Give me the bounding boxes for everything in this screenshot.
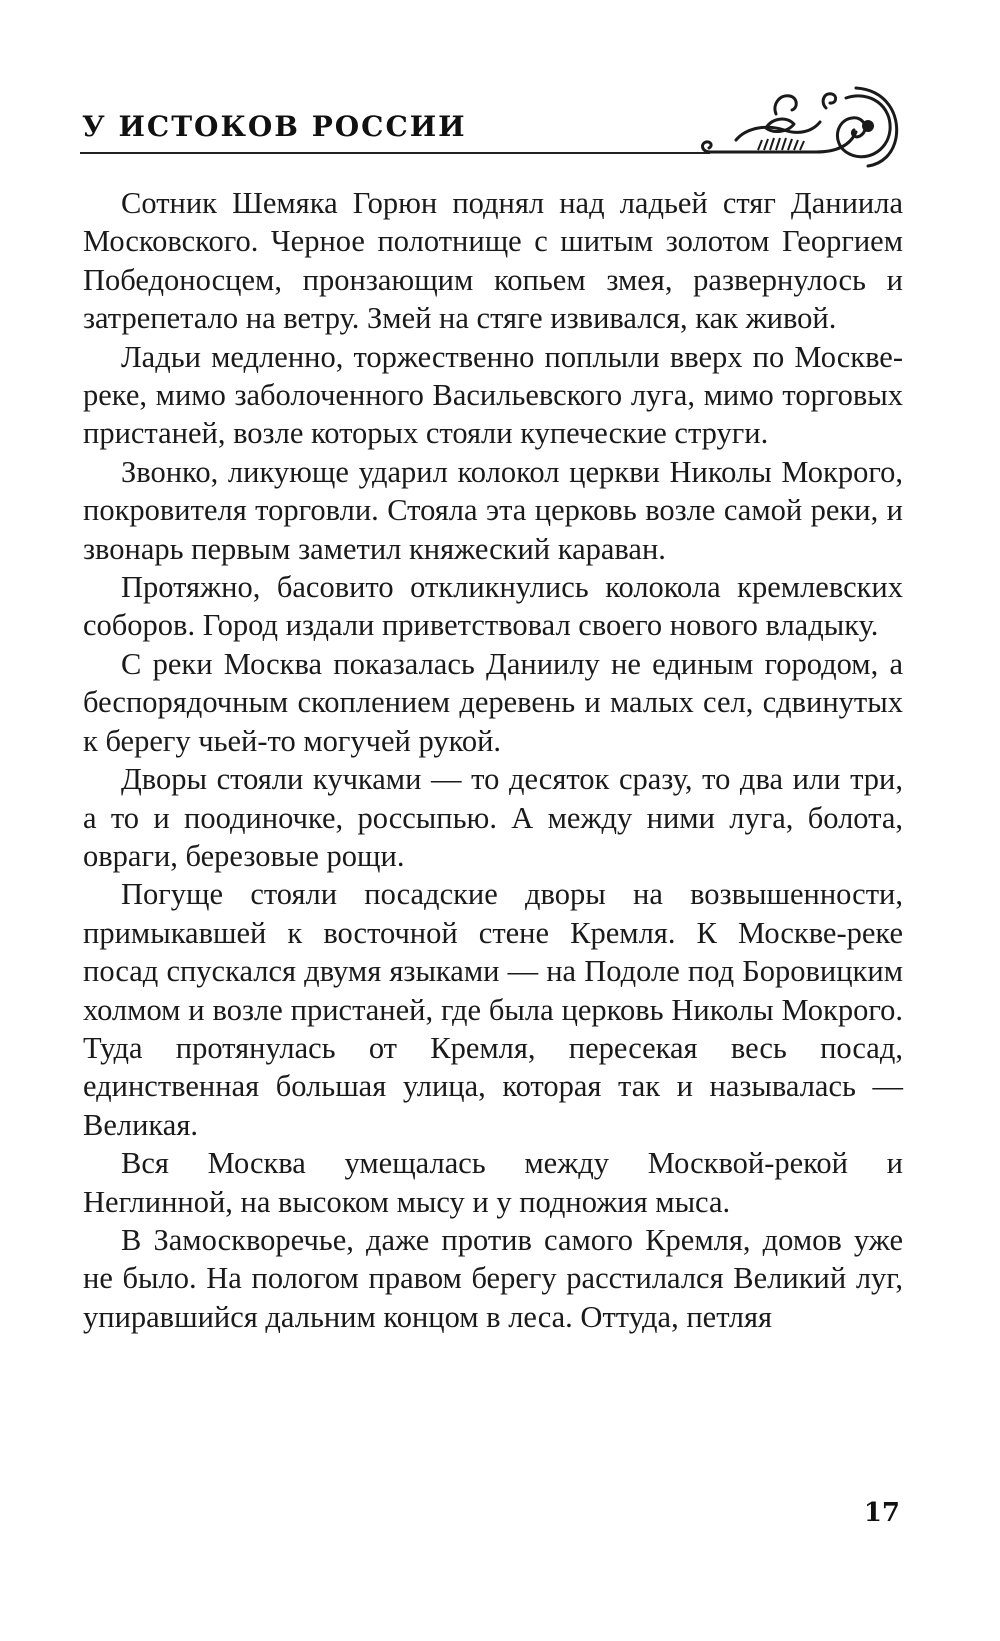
paragraph: Протяжно, басовито откликнулись колокола кремлевских соборов. Город издали приветствовал своего нового владыку.: [83, 570, 903, 643]
paragraph: Звонко, ликующе ударил колокол церкви Николы Мокрого, покровителя торговли. Стояла эта церковь возле самой реки, и звонарь первым заметил княжеский караван.: [83, 454, 903, 566]
paragraph: Вся Москва умещалась между Москвой-рекой и Неглинной, на высоком мысу и у подножия мыса.: [83, 1146, 903, 1219]
paragraph: Ладьи медленно, торжественно поплыли вверх по Москве-реке, мимо заболоченного Васильевского луга, мимо торговых пристаней, возле которых стояли купеческие струги.: [83, 339, 903, 451]
running-header: [80, 78, 900, 168]
paragraph: Погуще стояли посадские дворы на возвышенности, примыкавшей к восточной стене Кремля. К Москве-реке посад спускался двумя языками — на Подоле под Боровицким холмом и возле пристаней, где была церковь Николы Мокрого. Туда протянулась от Кремля, пересекая весь посад, единственная большая улица, которая так и называлась — Великая.: [83, 877, 903, 1142]
page-number: 17: [863, 1498, 900, 1528]
body-text: [83, 184, 903, 1336]
paragraph: Сотник Шемяка Горюн поднял над ладьей стяг Даниила Московского. Черное полотнище с шитым золотом Георгием Победоносцем, пронзающим копьем змея, развернулось и затрепетало на ветру. Змей на стяге извивался, как живой.: [83, 186, 903, 336]
paragraph: Дворы стояли кучками — то десяток сразу, то два или три, а то и поодиночке, россыпью. А между ними луга, болота, овраги, березовые рощи.: [83, 762, 903, 873]
paragraph: С реки Москва показалась Даниилу не единым городом, а беспорядочным скоплением деревень и малых сел, сдвинутых к берегу чьей-то могучей рукой.: [83, 646, 903, 758]
running-header-title: У ИСТОКОВ РОССИИ: [82, 110, 467, 143]
paragraph: В Замоскворечье, даже против самого Кремля, домов уже не было. На пологом правом берегу расстилался Великий луг, упиравшийся дальним концом в леса. Оттуда, петляя: [83, 1222, 903, 1334]
header-rule: [80, 152, 710, 154]
decorative-ornament-icon: [696, 78, 902, 168]
